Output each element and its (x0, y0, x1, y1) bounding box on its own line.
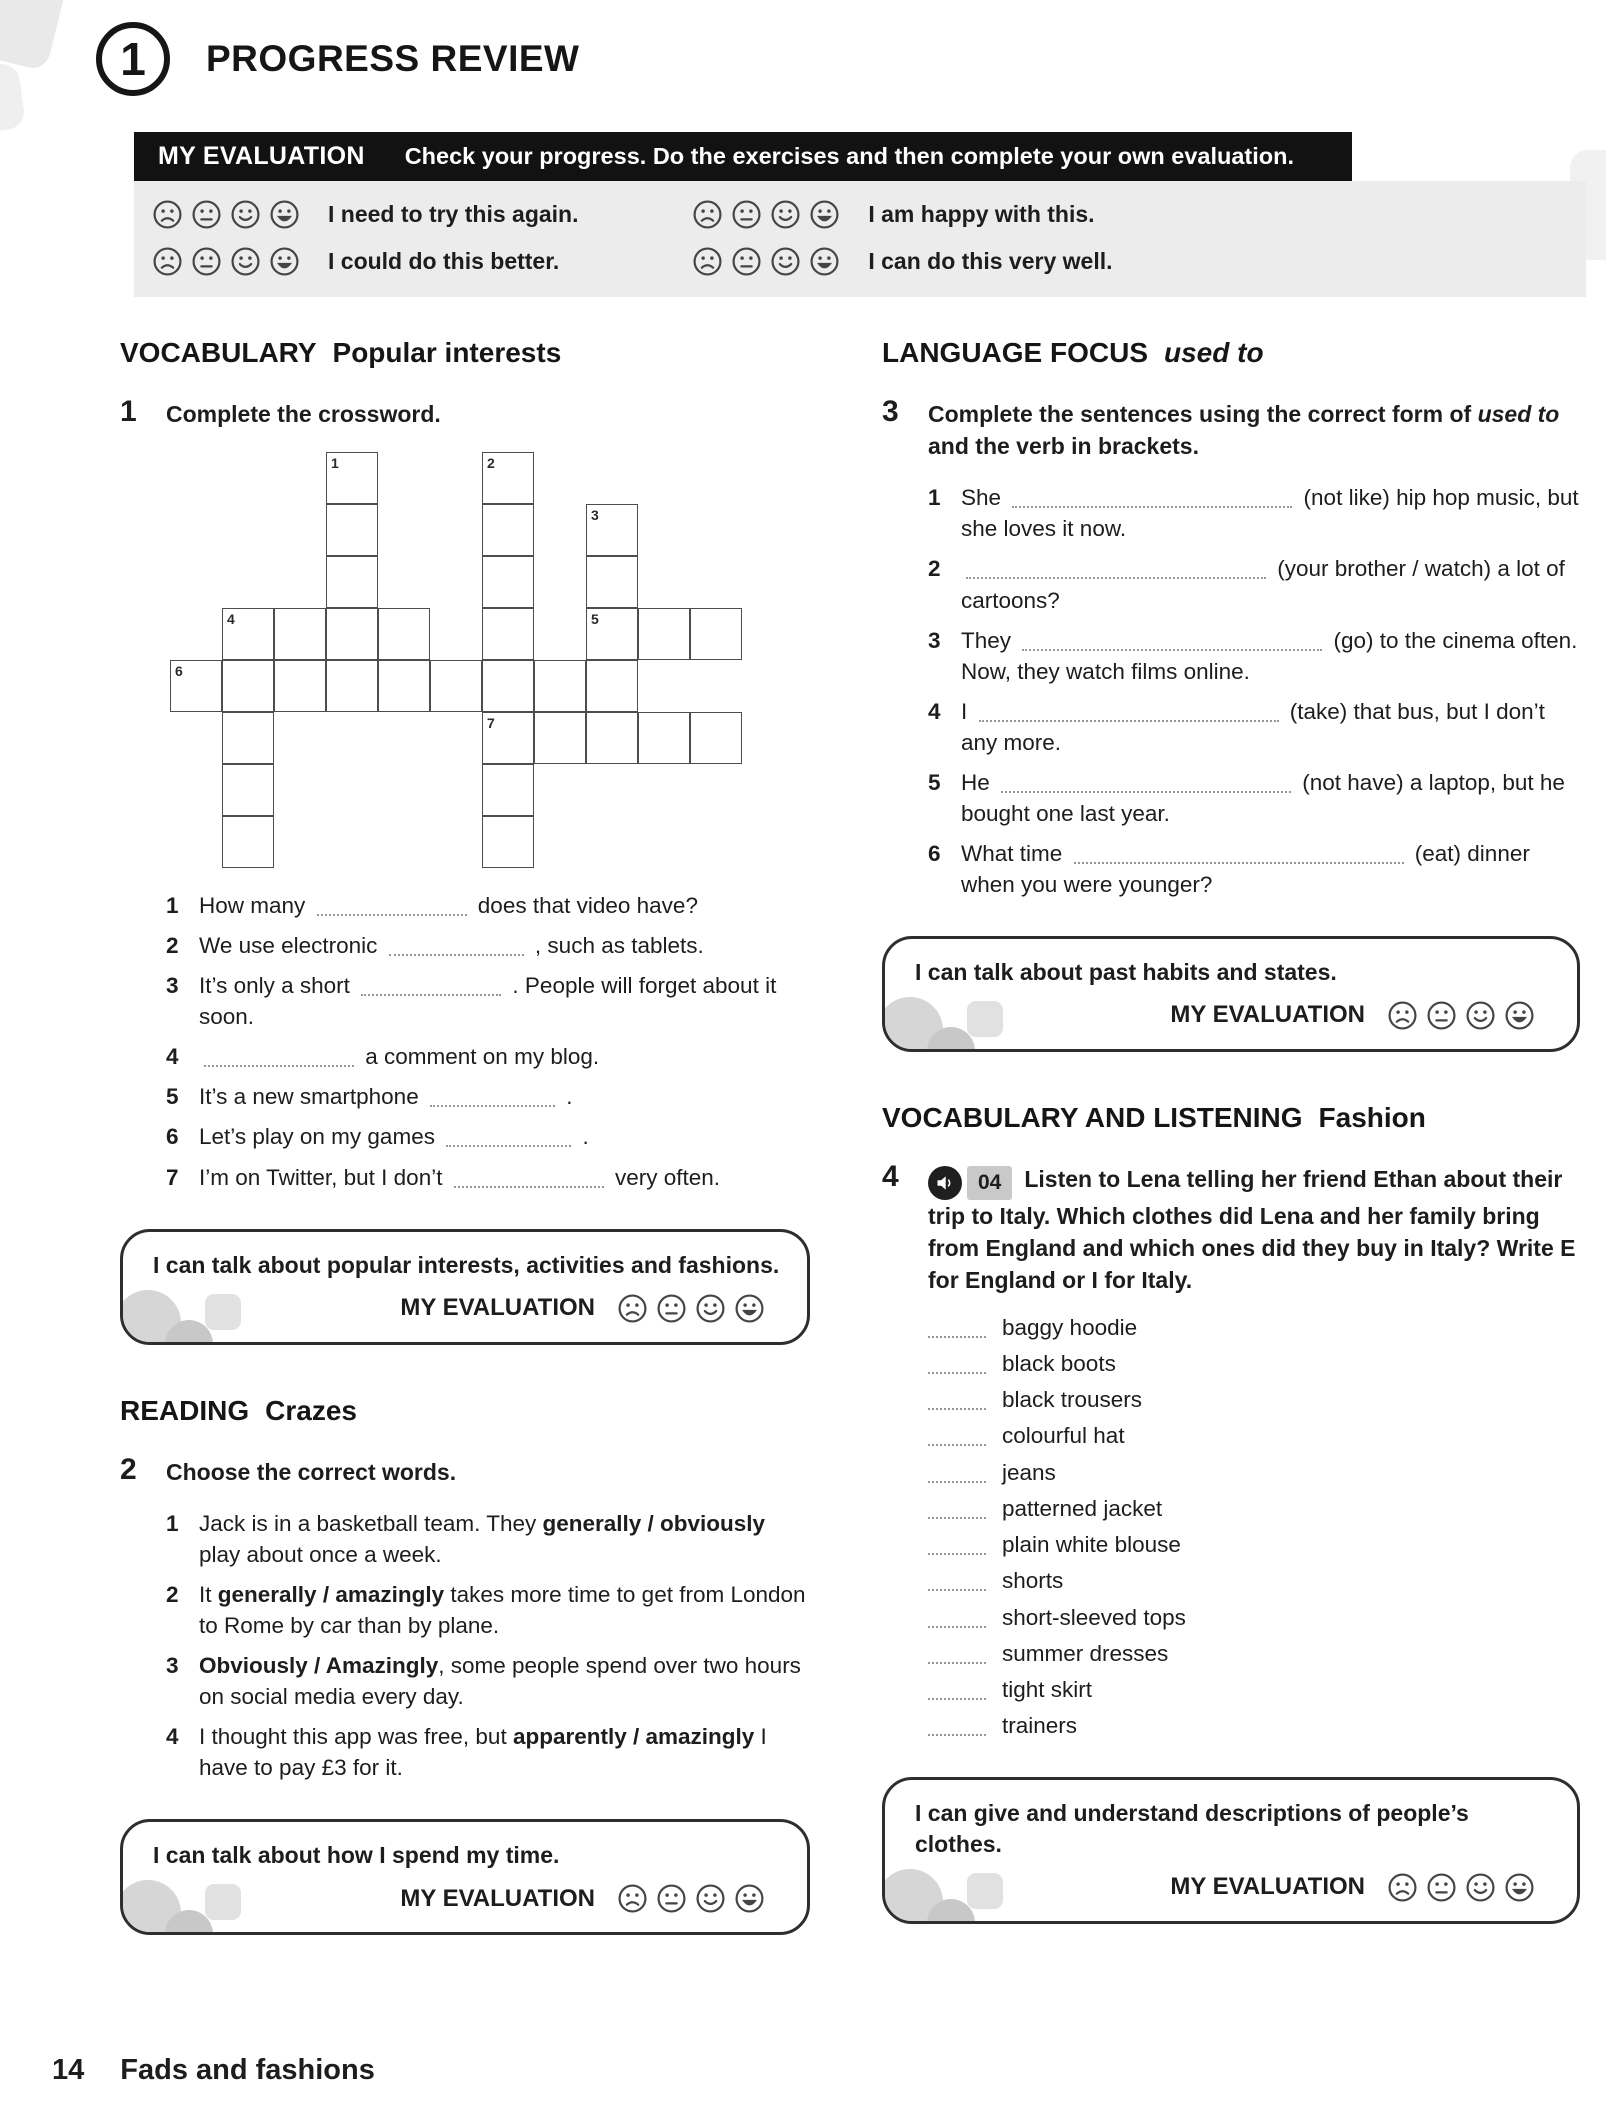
crossword-cell[interactable] (222, 712, 274, 764)
list-item (928, 553, 1580, 615)
list-item (166, 1121, 810, 1152)
text-segment: He (961, 769, 997, 795)
answer-blank[interactable] (204, 1047, 354, 1067)
answer-blank[interactable] (1022, 631, 1322, 651)
text-segment: I’m on Twitter, but I don’t (199, 1164, 449, 1190)
legend-text: I can do this very well. (868, 248, 1113, 274)
answer-blank[interactable] (928, 1463, 986, 1483)
item-number: 4 (928, 698, 941, 724)
happy-face-icon[interactable] (1465, 1000, 1496, 1031)
list-item (166, 1041, 810, 1072)
section-heading-reading (120, 1395, 810, 1427)
grin-face-icon[interactable] (734, 1883, 765, 1914)
item-number: 3 (928, 627, 941, 653)
item-number: 5 (928, 769, 941, 795)
item-text (961, 838, 1580, 900)
clothes-label: summer dresses (1002, 1640, 1169, 1666)
exercise-instruction: Choose the correct words. (166, 1458, 457, 1485)
crossword-cell[interactable] (378, 608, 430, 660)
crossword-cell[interactable] (690, 712, 742, 764)
item-text (961, 767, 1580, 829)
text-segment: How many (199, 893, 312, 919)
list-item (166, 1721, 810, 1783)
clothes-item (928, 1711, 1580, 1740)
crossword-cell[interactable] (586, 504, 638, 556)
crossword-cell[interactable] (222, 816, 274, 868)
exercise-4-header (882, 1160, 1580, 1297)
section-title: LANGUAGE FOCUS (882, 337, 1148, 368)
list-item (928, 482, 1580, 544)
crossword-cell[interactable] (690, 608, 742, 660)
clothes-item (928, 1675, 1580, 1704)
text-segment: . People will forget about it soon. (199, 973, 777, 1030)
crossword-cell[interactable] (638, 712, 690, 764)
text-segment: (not like) hip hop music, but she loves it now. (961, 485, 1579, 542)
can-do-statement: I can give and understand descriptions of people’s clothes. (915, 1799, 1469, 1857)
item-text (961, 482, 1580, 544)
crossword-cell[interactable] (482, 764, 534, 816)
exercise-3-header (882, 395, 1580, 462)
item-number: 2 (166, 1581, 179, 1607)
item-text (199, 1081, 810, 1112)
item-text (199, 930, 810, 961)
faces-scale (1387, 1000, 1535, 1031)
item-number: 4 (166, 1044, 179, 1070)
text-segment: I have to pay £3 for it. (199, 1724, 767, 1781)
item-text (199, 1650, 810, 1712)
crossword-cell[interactable] (482, 608, 534, 660)
item-text (199, 1162, 810, 1193)
text-segment: generally / obviously (542, 1510, 766, 1536)
faces-scale (617, 1293, 765, 1324)
crossword-cell[interactable] (482, 712, 534, 764)
can-do-statement: I can talk about how I spend my time. (153, 1842, 560, 1869)
answer-blank[interactable] (361, 976, 501, 996)
crossword-cell[interactable] (430, 660, 482, 712)
answer-blank[interactable] (928, 1318, 986, 1338)
exercise-instruction-text: Listen to Lena telling her friend Ethan about their trip to Italy. Which clothes did Lena and her family bring from England and which ones did they buy in Italy? Write E for England or I for Italy. (928, 1165, 1576, 1294)
clothes-label: jeans (1002, 1459, 1056, 1485)
text-segment: . (576, 1124, 589, 1150)
faces-scale (617, 1883, 765, 1914)
exercise-2-header (120, 1453, 810, 1488)
text-segment: and the verb in brackets. (928, 433, 1199, 460)
unit-title: Fads and fashions (120, 2054, 375, 2086)
crossword-cell-number: 7 (487, 715, 495, 732)
crossword-cell-number: 3 (591, 507, 599, 524)
clothes-item (928, 1421, 1580, 1450)
crossword-cell[interactable] (586, 660, 638, 712)
section-heading-language-focus (882, 337, 1580, 369)
list-item (166, 930, 810, 961)
clothes-item (928, 1603, 1580, 1632)
clothes-label: short-sleeved tops (1002, 1604, 1186, 1630)
happy-face-icon (770, 246, 801, 277)
unit-number-badge (96, 22, 170, 96)
answer-blank[interactable] (928, 1390, 986, 1410)
clothes-item (928, 1639, 1580, 1668)
answer-blank[interactable] (928, 1680, 986, 1700)
crossword-cell-number: 4 (227, 611, 235, 628)
clothes-label: tight skirt (1002, 1677, 1093, 1703)
list-item (166, 970, 810, 1032)
grin-face-icon (269, 199, 300, 230)
sad-face-icon[interactable] (1387, 1000, 1418, 1031)
clothes-label: black boots (1002, 1350, 1116, 1376)
page-title: PROGRESS REVIEW (206, 38, 580, 79)
faces-scale (152, 246, 300, 277)
item-number: 6 (166, 1124, 179, 1150)
answer-blank[interactable] (430, 1087, 555, 1107)
list-item (166, 1081, 810, 1112)
answer-blank[interactable] (966, 559, 1266, 579)
neutral-face-icon (191, 246, 222, 277)
item-number: 2 (928, 556, 941, 582)
sad-face-icon (692, 199, 723, 230)
text-segment: (take) that bus, but I don’t any more. (961, 698, 1545, 755)
clothes-label: colourful hat (1002, 1423, 1125, 1449)
legend-item (692, 246, 1574, 277)
item-number: 6 (928, 840, 941, 866)
neutral-face-icon[interactable] (1426, 1000, 1457, 1031)
grin-face-icon (809, 199, 840, 230)
exercise-number: 4 (882, 1159, 899, 1193)
page-header (0, 0, 1606, 96)
item-text (961, 696, 1580, 758)
text-segment: It’s only a short (199, 973, 357, 999)
section-subtitle: Popular interests (332, 337, 562, 368)
faces-scale (152, 199, 300, 230)
right-column (882, 337, 1580, 1935)
text-segment: What time (961, 840, 1069, 866)
answer-blank[interactable] (928, 1716, 986, 1736)
text-segment: (your brother / watch) a lot of cartoons? (961, 556, 1565, 613)
section-subtitle: Crazes (265, 1394, 357, 1426)
item-number: 2 (166, 933, 179, 959)
neutral-face-icon (731, 246, 762, 277)
neutral-face-icon[interactable] (656, 1883, 687, 1914)
list-item (928, 625, 1580, 687)
item-text (199, 1041, 810, 1072)
text-segment: takes more time to get from London to Rome by car than by plane. (199, 1581, 806, 1638)
evaluation-label: MY EVALUATION (400, 1294, 595, 1322)
text-segment: does that video have? (471, 893, 698, 919)
audio-track-number: 04 (967, 1166, 1012, 1199)
happy-face-icon[interactable] (695, 1293, 726, 1324)
section-title: VOCABULARY (120, 337, 317, 368)
item-text (199, 1721, 810, 1783)
clothes-item (928, 1313, 1580, 1342)
main-content (120, 337, 1580, 1935)
text-segment: (eat) dinner when you were younger? (961, 840, 1530, 897)
item-number: 3 (166, 1652, 179, 1678)
clothes-item (928, 1385, 1580, 1414)
clothes-list (928, 1313, 1580, 1741)
section-subtitle: Fashion (1318, 1101, 1426, 1133)
text-segment: a comment on my blog. (359, 1044, 600, 1070)
grin-face-icon (269, 246, 300, 277)
crossword-cell[interactable] (326, 660, 378, 712)
evaluation-banner (134, 132, 1352, 181)
crossword-cell[interactable] (482, 556, 534, 608)
evaluation-banner-label: MY EVALUATION (158, 142, 365, 170)
answer-blank[interactable] (389, 936, 524, 956)
item-number: 1 (166, 893, 179, 919)
crossword-cell[interactable] (326, 504, 378, 556)
evaluation-label: MY EVALUATION (1170, 1001, 1365, 1029)
evaluation-box (120, 1819, 810, 1935)
text-segment: They (961, 627, 1018, 653)
sad-face-icon[interactable] (1387, 1872, 1418, 1903)
crossword-cell-number: 1 (331, 455, 339, 472)
sad-face-icon[interactable] (617, 1883, 648, 1914)
answer-blank[interactable] (928, 1535, 986, 1555)
clothes-item (928, 1566, 1580, 1595)
item-number: 1 (166, 1510, 179, 1536)
crossword-cell[interactable] (170, 660, 222, 712)
evaluation-box (882, 936, 1580, 1052)
neutral-face-icon[interactable] (656, 1293, 687, 1324)
text-segment: Jack is in a basketball team. They (199, 1510, 543, 1536)
happy-face-icon (230, 199, 261, 230)
evaluation-box (120, 1229, 810, 1345)
happy-face-icon[interactable] (1465, 1872, 1496, 1903)
evaluation-row (153, 1883, 783, 1914)
crossword-cell[interactable] (222, 764, 274, 816)
can-do-statement: I can talk about popular interests, activities and fashions. (153, 1251, 780, 1278)
answer-blank[interactable] (928, 1499, 986, 1519)
answer-blank[interactable] (928, 1426, 986, 1446)
exercise-instruction (928, 395, 1580, 462)
legend-item (692, 199, 1574, 230)
crossword-cell[interactable] (222, 608, 274, 660)
answer-blank[interactable] (454, 1168, 604, 1188)
clothes-label: trainers (1002, 1713, 1078, 1739)
crossword-clues (166, 890, 810, 1192)
crossword-grid (170, 452, 744, 870)
evaluation-row (915, 1872, 1553, 1903)
exercise-instruction: Complete the crossword. (166, 401, 441, 427)
language-focus-items (928, 482, 1580, 900)
text-segment: very often. (608, 1164, 721, 1190)
clothes-label: baggy hoodie (1002, 1314, 1138, 1340)
list-item (928, 696, 1580, 758)
section-title: VOCABULARY AND LISTENING (882, 1101, 1303, 1133)
evaluation-row (153, 1293, 783, 1324)
crossword-cell[interactable] (378, 660, 430, 712)
evaluation-label: MY EVALUATION (400, 1884, 595, 1912)
neutral-face-icon[interactable] (1426, 1872, 1457, 1903)
item-number: 7 (166, 1164, 179, 1190)
text-segment: generally / amazingly (217, 1581, 445, 1607)
item-number: 3 (166, 973, 179, 999)
crossword-cell[interactable] (586, 556, 638, 608)
text-segment: Let’s play on my games (199, 1124, 442, 1150)
item-text (961, 625, 1580, 687)
answer-blank[interactable] (1074, 844, 1404, 864)
item-text (199, 890, 810, 921)
item-text (199, 1121, 810, 1152)
sad-face-icon (152, 246, 183, 277)
legend-item (152, 246, 692, 277)
clothes-label: black trousers (1002, 1387, 1143, 1413)
crossword-cell[interactable] (534, 712, 586, 764)
crossword-cell[interactable] (586, 712, 638, 764)
happy-face-icon (770, 199, 801, 230)
text-segment: (not have) a laptop, but he bought one last year. (961, 769, 1565, 826)
list-item (928, 767, 1580, 829)
text-segment: , such as tablets. (528, 933, 704, 959)
left-column (120, 337, 810, 1935)
list-item (928, 838, 1580, 900)
legend-text: I need to try this again. (328, 201, 579, 227)
crossword-cell[interactable] (482, 660, 534, 712)
text-segment: It’s a new smartphone (199, 1084, 425, 1110)
legend-text: I could do this better. (328, 248, 560, 274)
text-segment: used to (1477, 401, 1560, 427)
clothes-label: patterned jacket (1002, 1495, 1163, 1521)
sad-face-icon[interactable] (617, 1293, 648, 1324)
text-segment: I thought this app was free, but (199, 1724, 513, 1750)
sad-face-icon (692, 246, 723, 277)
crossword-cell[interactable] (638, 608, 690, 660)
clothes-item (928, 1458, 1580, 1487)
clothes-item (928, 1494, 1580, 1523)
evaluation-row (915, 1000, 1553, 1031)
grin-face-icon (809, 246, 840, 277)
evaluation-label: MY EVALUATION (1170, 1873, 1365, 1901)
text-segment: . (559, 1084, 573, 1110)
crossword-cell[interactable] (326, 608, 378, 660)
legend-text: I am happy with this. (868, 201, 1095, 227)
crossword-cell[interactable] (326, 452, 378, 504)
text-segment: It (199, 1581, 218, 1607)
sad-face-icon (152, 199, 183, 230)
answer-blank[interactable] (446, 1127, 571, 1147)
answer-blank[interactable] (928, 1644, 986, 1664)
list-item (166, 1508, 810, 1570)
grin-face-icon[interactable] (734, 1293, 765, 1324)
crossword-cell[interactable] (482, 816, 534, 868)
text-segment: We use electronic (199, 933, 384, 959)
answer-blank[interactable] (1012, 488, 1292, 508)
neutral-face-icon (731, 199, 762, 230)
section-subtitle: used to (1164, 337, 1264, 368)
list-item (166, 1650, 810, 1712)
crossword-cell[interactable] (222, 660, 274, 712)
text-segment: , some people spend over two hours on social media every day. (199, 1652, 801, 1710)
text-segment: Obviously / Amazingly (199, 1652, 439, 1678)
exercise-number: 3 (882, 395, 899, 428)
section-heading-listening (882, 1102, 1580, 1134)
clothes-item (928, 1530, 1580, 1559)
page-footer (52, 2054, 375, 2087)
list-item (166, 1162, 810, 1193)
answer-blank[interactable] (928, 1354, 986, 1374)
crossword-cell-number: 6 (175, 663, 183, 680)
list-item (166, 890, 810, 921)
grin-face-icon[interactable] (1504, 1000, 1535, 1031)
exercise-1-header (120, 395, 810, 430)
crossword-cell[interactable] (586, 608, 638, 660)
crossword-cell[interactable] (482, 504, 534, 556)
exercise-number: 2 (120, 1452, 137, 1486)
unit-number: 1 (120, 33, 146, 85)
answer-blank[interactable] (928, 1571, 986, 1591)
evaluation-box (882, 1777, 1580, 1924)
exercise-number: 1 (120, 395, 137, 428)
page-number: 14 (52, 2054, 85, 2086)
crossword-cell-number: 2 (487, 455, 495, 472)
clothes-label: shorts (1002, 1568, 1064, 1594)
reading-items (166, 1508, 810, 1783)
can-do-statement: I can talk about past habits and states. (915, 958, 1337, 985)
speaker-icon (928, 1166, 962, 1200)
text-segment: (go) to the cinema often. Now, they watch films online. (961, 627, 1578, 684)
crossword-cell[interactable] (482, 452, 534, 504)
faces-scale (692, 199, 840, 230)
happy-face-icon (230, 246, 261, 277)
item-text (199, 1508, 810, 1570)
answer-blank[interactable] (317, 896, 467, 916)
answer-blank[interactable] (979, 702, 1279, 722)
text-segment: She (961, 485, 1008, 511)
crossword-cell-number: 5 (591, 611, 599, 628)
answer-blank[interactable] (1001, 773, 1291, 793)
faces-scale (1387, 1872, 1535, 1903)
item-text (199, 1579, 810, 1641)
section-title: READING (120, 1394, 250, 1426)
evaluation-legend (134, 181, 1586, 297)
text-segment: I (961, 698, 974, 724)
text-segment: play about once a week. (199, 1541, 442, 1567)
item-number: 5 (166, 1084, 179, 1110)
exercise-instruction (928, 1160, 1580, 1297)
item-number: 4 (166, 1724, 179, 1750)
happy-face-icon[interactable] (695, 1883, 726, 1914)
crossword-cell[interactable] (326, 556, 378, 608)
item-number: 1 (928, 485, 941, 511)
crossword-cell[interactable] (274, 660, 326, 712)
item-text (199, 970, 810, 1032)
grin-face-icon[interactable] (1504, 1872, 1535, 1903)
neutral-face-icon (191, 199, 222, 230)
text-segment: Complete the sentences using the correct form of (928, 401, 1478, 427)
section-heading-vocabulary (120, 337, 810, 369)
crossword-cell[interactable] (274, 608, 326, 660)
evaluation-banner-text: Check your progress. Do the exercises and then complete your own evaluation. (404, 143, 1295, 169)
answer-blank[interactable] (928, 1608, 986, 1628)
item-text (961, 553, 1580, 615)
crossword-cell[interactable] (534, 660, 586, 712)
clothes-label: plain white blouse (1002, 1532, 1181, 1558)
audio-play-button[interactable] (928, 1166, 1012, 1200)
clothes-item (928, 1349, 1580, 1378)
text-segment: apparently / amazingly (512, 1724, 755, 1750)
faces-scale (692, 246, 840, 277)
legend-item (152, 199, 692, 230)
list-item (166, 1579, 810, 1641)
